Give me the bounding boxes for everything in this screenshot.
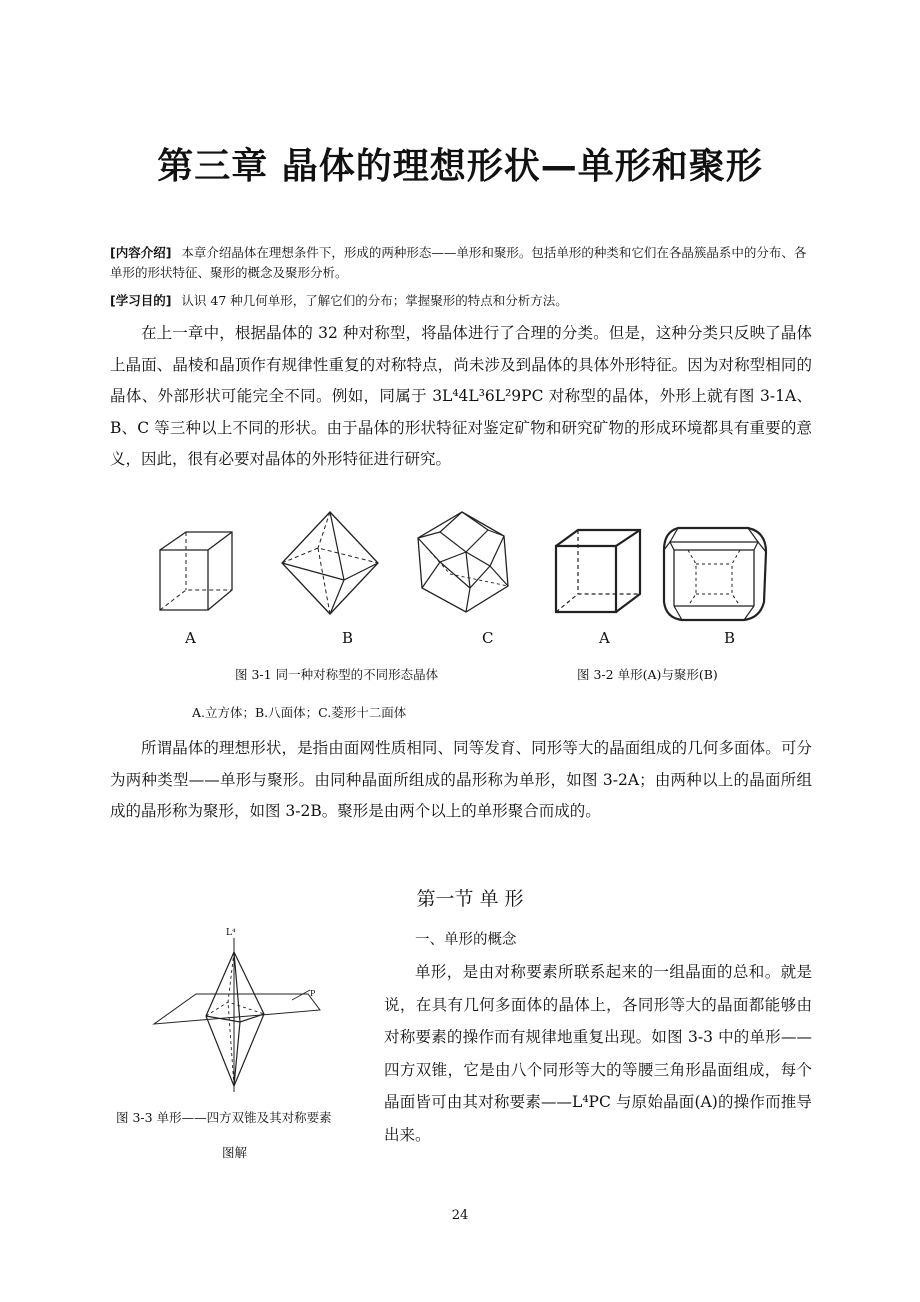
- figure-3-2b-combined-form: [660, 524, 770, 624]
- fig31-subcaption: A.立方体；B.八面体；C.菱形十二面体: [192, 705, 407, 720]
- goal-paragraph: [110, 291, 810, 311]
- page-title: 第三章 晶体的理想形状—单形和聚形: [157, 146, 763, 187]
- fig33-caption: 图 3-3 单形——四方双锥及其对称要素: [116, 1110, 332, 1125]
- figure-3-1b-octahedron: [278, 508, 388, 618]
- section-heading: 第一节 单 形: [416, 888, 524, 910]
- fig32-caption: 图 3-2 单形(A)与聚形(B): [577, 667, 718, 682]
- intro-text: 本章介绍晶体在理想条件下，形成的两种形态——单形和聚形。包括单形的种类和它们在各晶簇晶系中的分布、各单形的形状特征、聚形的概念及聚形分析。: [110, 245, 807, 280]
- fig31-label-b: B: [342, 629, 354, 647]
- intro-tag: [内容介绍]: [110, 245, 172, 260]
- fig31-label-c: C: [482, 629, 494, 647]
- goal-tag: [学习目的]: [110, 293, 172, 308]
- fig33-plane-label: P: [310, 989, 316, 998]
- page-number: 24: [451, 1208, 469, 1223]
- fig33-caption-line2: 图解: [222, 1145, 248, 1160]
- paragraph-3: 单形，是由对称要素所联系起来的一组晶面的总和。就是说，在具有几何多面体的晶体上，各同形等大的晶面都能够由对称要素的操作而有规律地重复出现。如图 3-3 中的单形——四方双锥，它是由八个同形等大的等腰三角形晶面组成，每个晶面皆可由其对称要素——L⁴PC 与原始晶面(A)的操作而推导出来。: [384, 963, 812, 1144]
- figure-3-2a-cube: [550, 528, 650, 618]
- paragraph-2: 所谓晶体的理想形状，是指由面网性质相同、同等发育、同形等大的晶面组成的几何多面体。可分为两种类型——单形与聚形。由同种晶面所组成的晶形称为单形，如图 3-2A；由两种以上的晶面所组成的晶形称为聚形，如图 3-2B。聚形是由两个以上的单形聚合而成的。: [110, 739, 812, 820]
- goal-text: 认识 47 种几何单形，了解它们的分布；掌握聚形的特点和分析方法。: [181, 293, 568, 308]
- fig31-label-a: A: [185, 629, 196, 647]
- fig33-axis-label: L⁴: [226, 928, 236, 938]
- paragraph-1: 在上一章中，根据晶体的 32 种对称型，将晶体进行了合理的分类。但是，这种分类只反映了晶体上晶面、晶棱和晶顶作有规律性重复的对称特点，尚未涉及到晶体的具体外形特征。因为对称型相同的晶体、外部形状可能完全不同。例如，同属于 3L⁴4L³6L²9PC 对称型的晶体，外形上就有图 3-1A、B、C 等三种以上不同的形状。由于晶体的形状特征对鉴定矿物和研究矿物的形成环境都具有重要的意义，因此，很有必要对晶体的外形特征进行研究。: [110, 324, 812, 468]
- figure-3-1c-rhombic-dodecahedron: [410, 508, 520, 618]
- fig32-label-b: B: [724, 629, 736, 647]
- fig31-caption: 图 3-1 同一种对称型的不同形态晶体: [235, 667, 439, 682]
- subsection-heading: 一、单形的概念: [415, 932, 517, 948]
- fig32-label-a: A: [599, 629, 610, 647]
- intro-paragraph: [110, 243, 810, 283]
- figure-3-1a-cube: [150, 528, 240, 618]
- figure-3-3-tetragonal-dipyramid: [148, 930, 328, 1095]
